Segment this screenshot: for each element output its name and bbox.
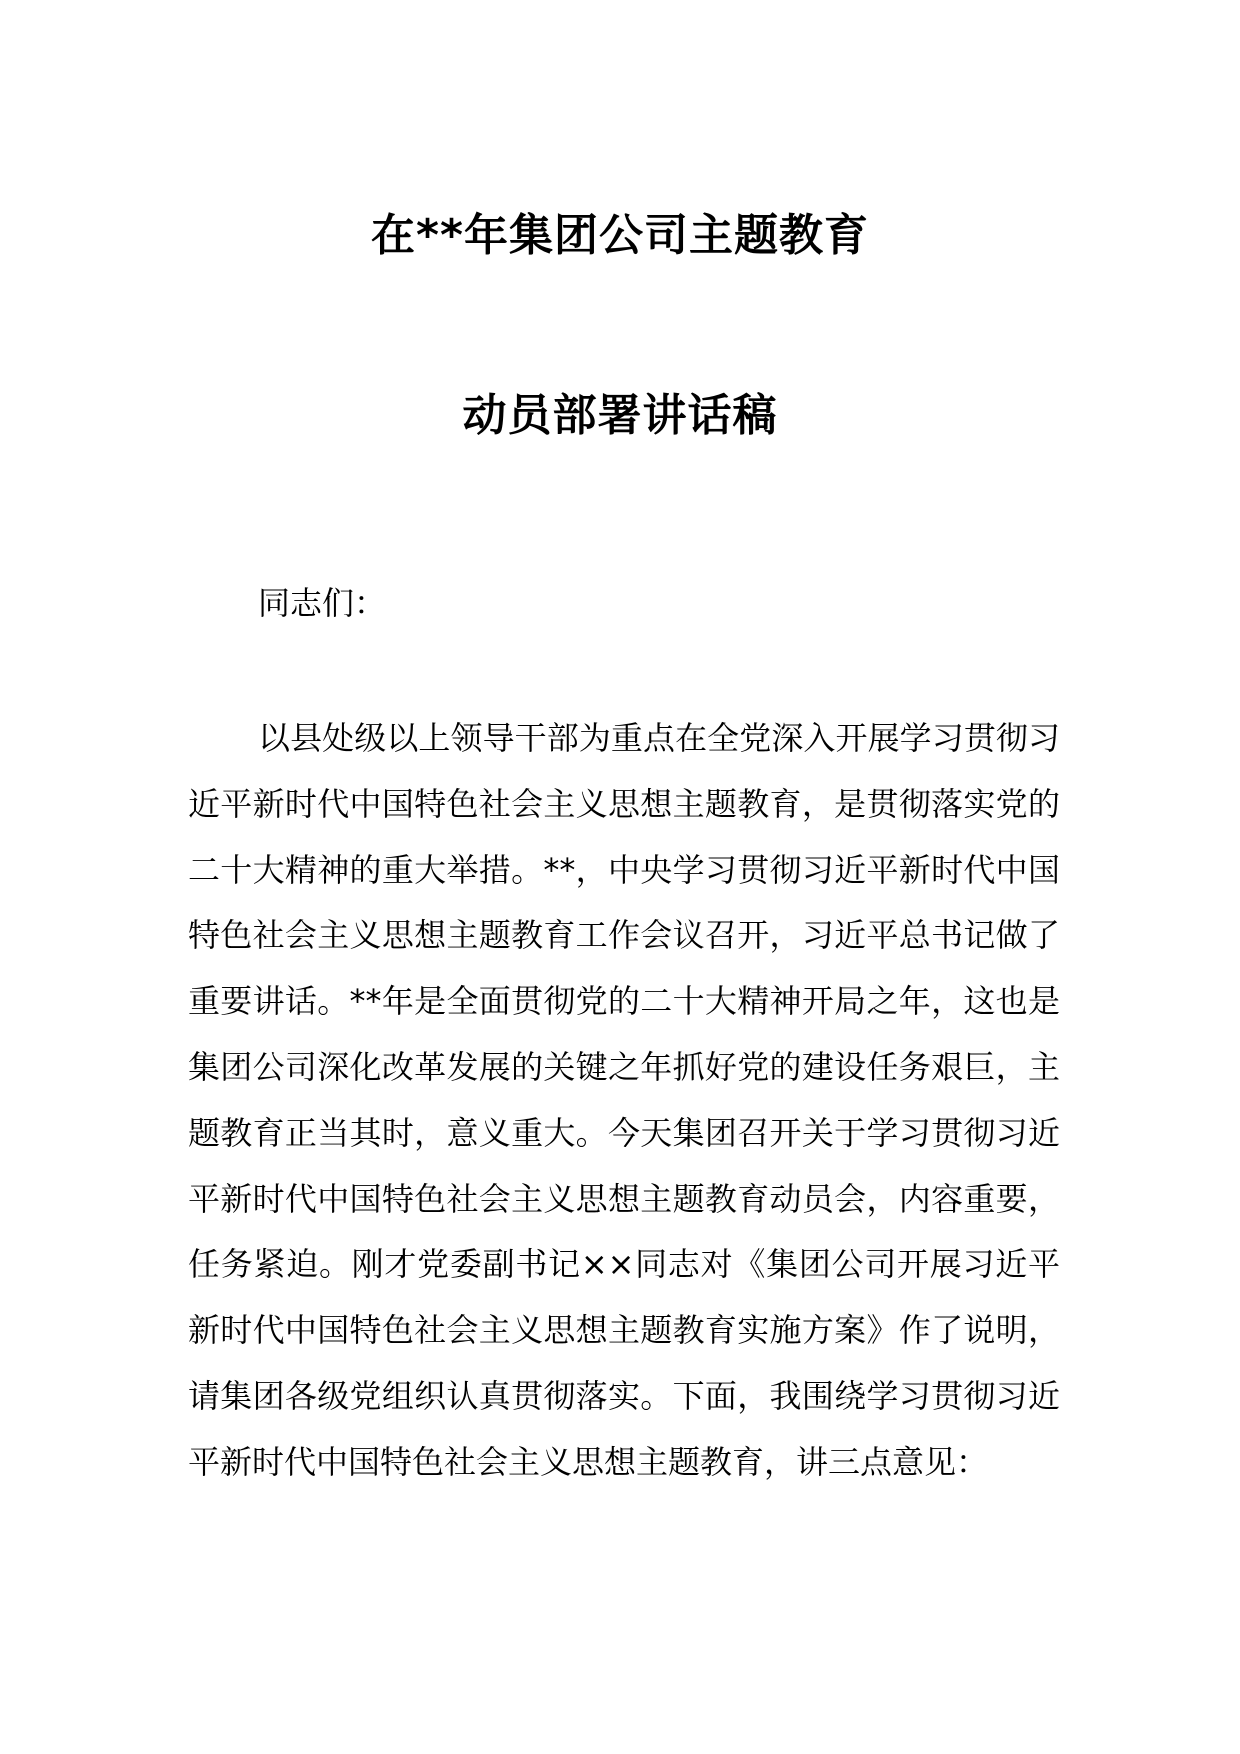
salutation: 同志们： [258, 584, 387, 622]
document-title-line-2: 动员部署讲话稿 [462, 390, 778, 441]
document-title-line-1: 在**年集团公司主题教育 [370, 210, 870, 261]
body-paragraph: 以县处级以上领导干部为重点在全党深入开展学习贯彻习近平新时代中国特色社会主义思想主题教育，是贯彻落实党的二十大精神的重大举措。**，中央学习贯彻习近平新时代中国特色社会主义思想主题教育工作会议召开，习近平总书记做了重要讲话。**年是全面贯彻党的二十大精神开局之年，这也是集团公司深化改革发展的关键之年抓好党的建设任务艰巨，主题教育正当其时，意义重大。今天集团召开关于学习贯彻习近平新时代中国特色社会主义思想主题教育动员会，内容重要，任务紧迫。刚才党委副书记××同志对《集团公司开展习近平新时代中国特色社会主义思想主题教育实施方案》作了说明，请集团各级党组织认真贯彻落实。下面，我围绕学习贯彻习近平新时代中国特色社会主义思想主题教育，讲三点意见： [188, 719, 1060, 1481]
